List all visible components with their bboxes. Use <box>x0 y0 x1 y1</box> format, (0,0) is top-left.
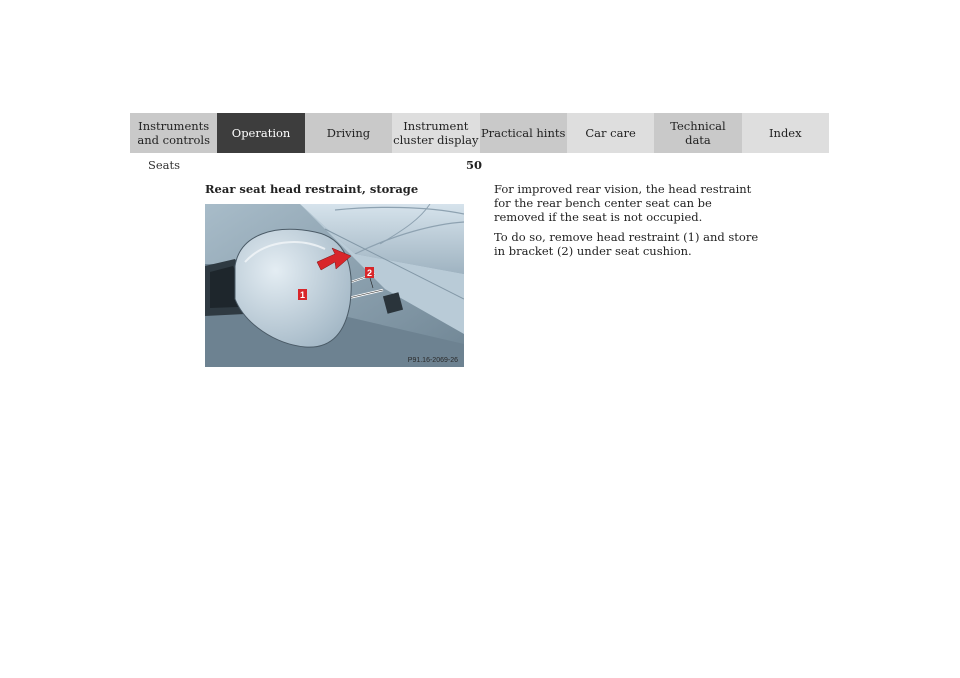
body-text <box>494 182 764 264</box>
tab-driving[interactable]: Driving <box>305 113 392 153</box>
tab-car-care[interactable]: Car care <box>567 113 654 153</box>
callout-1: 1 <box>299 290 306 300</box>
callout-2: 2 <box>366 268 373 278</box>
tab-practical-hints[interactable]: Practical hints <box>480 113 567 153</box>
paragraph-intro: For improved rear vision, the head restraint for the rear bench center seat can be removed if the seat is not occupied. <box>494 182 752 224</box>
page-number: 50 <box>466 158 483 172</box>
paragraph-instruction: To do so, remove head restraint (1) and store in bracket (2) under seat cushion. <box>494 230 759 258</box>
tab-index[interactable]: Index <box>742 113 829 153</box>
head-restraint-illustration <box>205 204 464 367</box>
tab-technical-data[interactable]: Technical data <box>654 113 741 153</box>
tab-instruments-and-controls[interactable]: Instruments and controls <box>130 113 217 153</box>
figure-code: P91.16-2069-26 <box>407 357 458 364</box>
tab-instrument-cluster-display[interactable]: Instrument cluster display <box>392 113 479 153</box>
tab-operation[interactable]: Operation <box>217 113 304 153</box>
section-heading: Rear seat head restraint, storage <box>205 182 419 196</box>
section-label: Seats <box>148 158 181 172</box>
chapter-tabs <box>130 113 829 153</box>
